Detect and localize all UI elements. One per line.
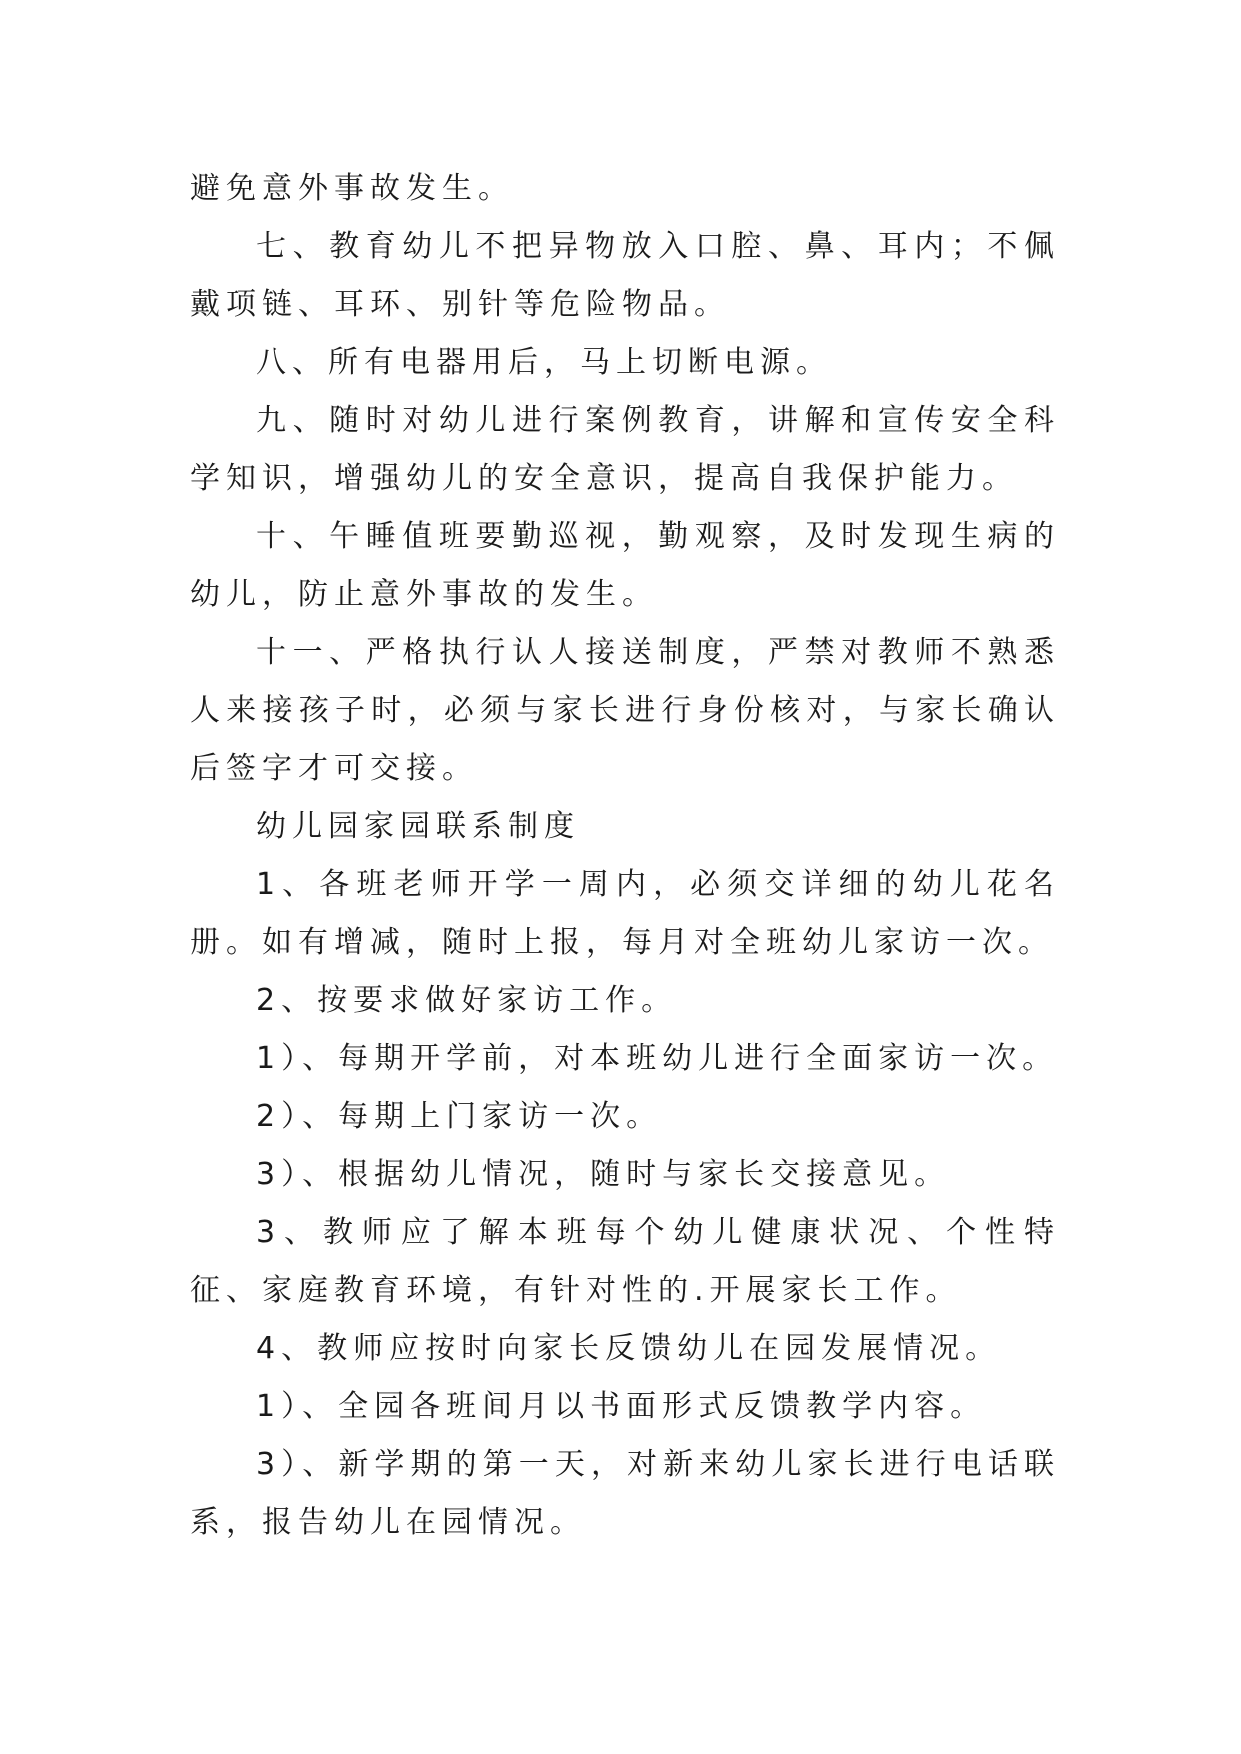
paragraph-rule-2-sub-1: 1）、每期开学前，对本班幼儿进行全面家访一次。 xyxy=(256,1041,1059,1076)
paragraph-rule-2-sub-2: 2）、每期上门家访一次。 xyxy=(256,1099,663,1134)
paragraph-rule-3: 3、教师应了解本班每个幼儿健康状况、个性特征、家庭教育环境，有针对性的.开展家长工作。 xyxy=(190,1215,1060,1308)
paragraph-rule-4: 4、教师应按时向家长反馈幼儿在园发展情况。 xyxy=(256,1331,1002,1366)
paragraph-item-8: 八、所有电器用后，马上切断电源。 xyxy=(256,345,832,380)
paragraph-rule-1: 1、各班老师开学一周内，必须交详细的幼儿花名册。如有增减，随时上报，每月对全班幼儿家访一次。 xyxy=(190,867,1060,960)
paragraph-rule-2-sub-3: 3）、根据幼儿情况，随时与家长交接意见。 xyxy=(256,1157,951,1192)
document-body xyxy=(190,160,1060,1552)
paragraph-item-9: 九、随时对幼儿进行案例教育，讲解和宣传安全科学知识，增强幼儿的安全意识，提高自我保护能力。 xyxy=(190,403,1060,496)
section-heading: 幼儿园家园联系制度 xyxy=(256,809,580,844)
paragraph-rule-2: 2、按要求做好家访工作。 xyxy=(256,983,678,1018)
paragraph-item-11: 十一、严格执行认人接送制度，严禁对教师不熟悉人来接孩子时，必须与家长进行身份核对，与家长确认后签字才可交接。 xyxy=(190,635,1060,786)
paragraph-continuation: 避免意外事故发生。 xyxy=(190,171,514,206)
paragraph-rule-4-sub-3: 3）、新学期的第一天，对新来幼儿家长进行电话联系，报告幼儿在园情况。 xyxy=(190,1447,1060,1540)
paragraph-rule-4-sub-1: 1）、全园各班间月以书面形式反馈教学内容。 xyxy=(256,1389,987,1424)
paragraph-item-7: 七、教育幼儿不把异物放入口腔、鼻、耳内；不佩戴项链、耳环、别针等危险物品。 xyxy=(190,229,1060,322)
paragraph-item-10: 十、午睡值班要勤巡视，勤观察，及时发现生病的幼儿，防止意外事故的发生。 xyxy=(190,519,1060,612)
